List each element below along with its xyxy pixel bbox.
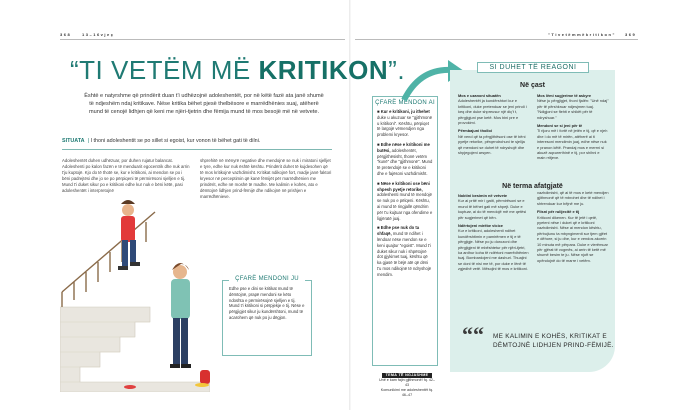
long-term-subheading: Në terma afatgjatë [502, 183, 563, 190]
list-item: Mos lëmi sugjerime të askyre Nëse ju përgjigjet, thoni fjalën: "Unë ndaj" për të përshkruar ndjesjmen tuaj. "Ndigjoni se flehti e shikët për të ndryshuar." [537, 93, 609, 120]
list-item: Mos e uzanoni situatën Adoleshentët ja kundërshtori kur e kritikoni, duke pretenduar se jeni prindi i keq dhe duke shpreusur një diç't t, përgjigjuni pse ketë. Mos bini pre e provokimi. [458, 93, 527, 126]
list-item: Mendoni se si jeni për të Ti rijoru më i fortë në jetën e tij, që e njeh dhe i do më të mirën, atëherë ai ti interesoni mendimin juaj, edhe nëse nuk e pranon këtë. Prandaj mos e merrni si akuzë aqxurerthinë e tij, por shihni e main rritjeve. [537, 123, 608, 161]
page-number-left: 3 6 8 [60, 32, 70, 37]
what-he-thinks-box [372, 96, 438, 366]
situation-text: I thoni adoleshentit se po sillet si egoist, kur vonon të bëhet gati të dilni. [90, 138, 261, 144]
list-item: ■ Edhe pse nuk do ta shfaqë, mund të ndihet i lëndoar nëse mendon se e keni quajtur "egoist". Mund t'i duket sikur nuk i shpëtojnë dot gjykimet tuaj, kështu që ka gjasë të bëjë atë që dëni t'u mos ndikojnë të ndryshojë mendim. [377, 225, 432, 277]
related-topics-badge [378, 373, 436, 398]
body-column-1: Adoleshentët duhen udhëzuar, por duhen rujatur balancat. Adoleshenti po kalon fazën e të menduarit egocentrik dhe nuk arrin t'ju kuptojë. Kjo do të thotë se, kur e kritikoni, ai mendon se po i bëni padrejtësi dhe jo se po përpiqeni të përmirësoni sjelljen e tij. Mund t'i duket sikur po e kritikoni edhe kur nuk e bëni këtë, pasi adoleshentët i interpretojnë [62, 158, 190, 193]
panel-column-a-top [458, 90, 530, 155]
list-item: Përmbajuni tholloi Në vend që ta përgjithësoni ose të bëni pyetje retorike, përqendrohuni te sjellja që mendoni se duhet të ndryshojë dhe shpjegojeni arsyen. [458, 128, 526, 156]
related-topic-link[interactable]: Unë e kam fajin gjithmonë! fq. 42–43 [379, 378, 435, 387]
what-he-thinks-title: ÇFARË MENDON AI [375, 100, 435, 106]
header-rule-right [355, 39, 638, 40]
list-item: ■ Edhe nëse e kritikoni me butësi, adoleshentët, përgjithësisht, thonë vetëm "kunë" dhe "gjithmonë". Mund të pretendojë se e kritikoni dhe e fajësoni vazhdimisht. [377, 141, 433, 176]
list-item: ■ Nëse e kritikoni ose bëni shpesh pyetje retorike, adoleshenti mund të mendojë se nuk po e pëlqeni. Kështu, ai mund të ringjallë qëndrim për t'u kujtuar nga ofendime e ligjëratë juaj. [377, 180, 433, 221]
related-topics-heading: TEMA TË NGJASHME [382, 373, 433, 378]
what-you-think-title: ÇFARË MENDONI JU [229, 276, 305, 282]
page-title: “TI VETËM MË KRITIKON”. [70, 55, 406, 85]
section-label-left: 1 3 – 1 6 v j e ç [82, 32, 114, 37]
quote-mark-icon: ““ [462, 322, 484, 347]
what-you-think-box [222, 276, 312, 356]
section-label-right: " T i v e t ë m m ë k r i t i k o n " [548, 32, 615, 37]
list-item: Noktini besimin në vetvete Kur ai pritë mir i gatit, përmirësoni se e mund të bëhet gati më shpejt. Duke e kuptuar, ai do të mendojë më me qetësi për sugjerimet që bën. [458, 193, 527, 220]
immediate-subheading: Në çast [520, 82, 545, 89]
response-panel-heading: SI DUHET TË REAGONI [477, 62, 589, 73]
list-item: ■ Kur e kritikoni, ju ithehet duke u akuzuar se "gjithmonë u kritikoni". Kështu, përpiqet të largojë vëmendjen nga problemi kryesor. [377, 109, 433, 138]
panel-column-b-bottom [537, 190, 609, 263]
intro-paragraph: Është e natyrshme që prindërit duan t'i udhëzojnë adoleshentët, por në këtë fazë ata janë shumë të ndjeshëm ndaj kritikave. Nëse kritika bëhet pjesë thelbësore e marrëdhënies suaj, atëherë mund të cenojë lidhjen që keni me njëri-tjetrin dhe fëmija mund të mos besojë më në vetvete. [84, 93, 324, 115]
related-topic-link[interactable]: Komunikimi me adoleshentët fq. 46–47 [380, 388, 434, 397]
staircase-illustration [60, 182, 210, 392]
pull-quote: ME KALIMIN E KOHËS, KRITIKAT E DËMTOJNË LIDHJEN PRIND-FËMIJË. [493, 333, 614, 349]
list-item: Ndërtojeni mirëbe vlcice Kur e kritikoni, adoleshenti ndihet kundërshtimin e pamirëmen e tij e të përgjigje. Nëse po ju dorozoni dhe përgjigjeni të mbështetur për njëri-tjetri, ka ardhur koha të ndërtoni marrëdhënien tuaj. Bombardojeni me dashuri. Thuajini se doni të nisi me të, por duke e lënë të zgjedhë vetë. Mësojini të mos e kritikoni. [458, 223, 529, 272]
situation-label: SITUATA [62, 138, 85, 144]
panel-column-a-bottom [458, 190, 530, 272]
panel-column-b-top [537, 90, 609, 161]
page-number-right: 3 6 9 [625, 32, 635, 37]
list-item: vazhdimisht, që ai të mos e keté mendjen gjithmonë që të mbrohet dhe të ndihet i shtrenduar kur bëjnë me ju. [537, 190, 609, 206]
teen-head-icon [122, 204, 134, 216]
list-item: Flisni për rulijecitë e tij Kriticoni dikenen. Kur të jetë i qetë, pyeteni nëse i duket që e kritikoni vazhdimisht. Nëse ai mendon kështu, përbujiunu ta mbyngimenti sur tjem gjëet e dëhore, si ju dhe, kur e vendos akorrin 10 minuta më përpara. Duke e vlerëmuar për gjërat të vogmës, ai arrin të ketë më shumë besim te ju. Nëse njoft se opëndojnë do të marre i vetëm. [537, 209, 608, 263]
what-he-thinks-list [373, 106, 437, 281]
header-rule-left [60, 39, 345, 40]
situation-line: SITUATA | I thoni adoleshentit se po sillet si egoist, kur vonon të bëhet gati të dilni. [62, 138, 332, 150]
what-you-think-text: Edhe pse e dini se kritikat mund të dëmtojnë, prapë mendoni se këto ndoshta e përmirësojnë sjelljen e tij. Mund t'i kritikoni si përpjekje e tij. Nëse e përgjigjet sikur ju kundërshtoni, mund të acarohem që nuk po ju dëgjon. [229, 286, 305, 320]
body-column-2: shprehitë në mënyrë negative dhe mendojnë se nuk i miratoni sjelljet e tyre, edhe kur nuk është kështu. Prindërit duhet të kujdesohen që të mos kritikojnë vazhdimisht. Kritikat ndikojnë fort, madje janë faktori kryesor në perceptimin që kanë fëmijët për marrëdhënien me prindërit, edhe në moshë të madhe. Me kalimin e kohës, ato e dëmtojnë lidhjen prind-fëmijë dhe ndikojnë në prishjen e marrëdhënieve. [200, 158, 332, 199]
